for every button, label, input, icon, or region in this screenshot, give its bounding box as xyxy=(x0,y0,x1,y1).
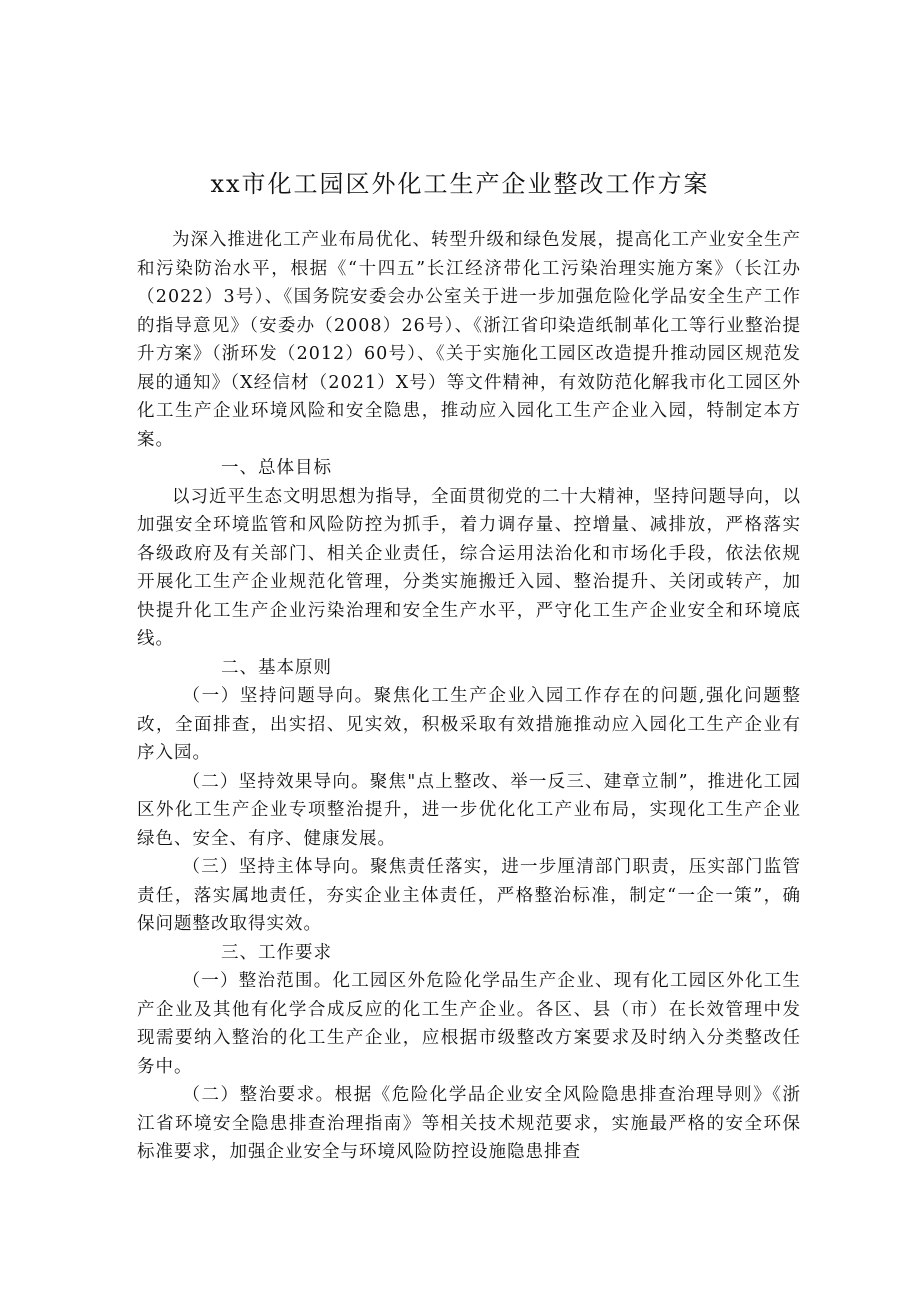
document-body xyxy=(137,226,801,1167)
section-heading-requirements: 三、工作要求 xyxy=(221,942,332,963)
section-heading-principles: 二、基本原则 xyxy=(221,657,332,678)
principle-2-paragraph: （二）坚持效果导向。聚焦"点上整改、举一反三、建章立制”，推进化工园区外化工生产企业专项整治提升，进一步优化化工产业布局，实现化工生产企业绿色、安全、有序、健康发展。 xyxy=(137,771,801,849)
principle-3-paragraph: （三）坚持主体导向。聚焦责任落实，进一步厘清部门职责，压实部门监管责任，落实属地责任，夯实企业主体责任，严格整治标准，制定“一企一策”，确保问题整改取得实效。 xyxy=(137,857,801,934)
principle-1-paragraph: （一）坚持问题导向。聚焦化工生产企业入园工作存在的问题,强化问题整改，全面排查，出实招、见实效，积极采取有效措施推动应入园化工生产企业有序入园。 xyxy=(137,686,801,763)
section-heading-goals: 一、总体目标 xyxy=(221,458,332,478)
requirement-2-paragraph: （二）整治要求。根据《危险化学品企业安全风险隐患排查治理导则》《浙江省环境安全隐患排查治理指南》等相关技术规范要求，实施最严格的安全环保标准要求，加强企业安全与环境风险防控设施隐患排查 xyxy=(137,1085,801,1162)
document-title: xx市化工园区外化工生产企业整改工作方案 xyxy=(210,170,710,198)
intro-paragraph: 为深入推进化工产业布局优化、转型升级和绿色发展，提高化工产业安全生产和污染防治水平，根据《“十四五”长江经济带化工污染治理实施方案》（长江办（2022）3号）、《国务院安委会办公室关于进一步加强危险化学品安全生产工作的指导意见》（安委办（2008）26号）、《浙江省印染造纸制革化工等行业整治提升方案》（浙环发（2012）60号）、《关于实施化工园区改造提升推动园区规范发展的通知》（X经信材（2021）X号）等文件精神，有效防范化解我市化工园区外化工生产企业环境风险和安全隐患，推动应入园化工生产企业入园，特制定本方案。 xyxy=(137,230,801,450)
requirement-1-paragraph: （一）整治范围。化工园区外危险化学品生产企业、现有化工园区外化工生产企业及其他有化学合成反应的化工生产企业。各区、县（市）在长效管理中发现需要纳入整治的化工生产企业，应根据市级整改方案要求及时纳入分类整改任务中。 xyxy=(137,971,801,1077)
goals-paragraph: 以习近平生态文明思想为指导，全面贯彻党的二十大精神，坚持问题导向，以加强安全环境监管和风险防控为抓手，着力调存量、控增量、减排放，严格落实各级政府及有关部门、相关企业责任，综合运用法治化和市场化手段，依法依规开展化工生产企业规范化管理，分类实施搬迁入园、整治提升、关闭或转产，加快提升化工生产企业污染治理和安全生产水平，严守化工生产企业安全和环境底线。 xyxy=(137,486,801,649)
